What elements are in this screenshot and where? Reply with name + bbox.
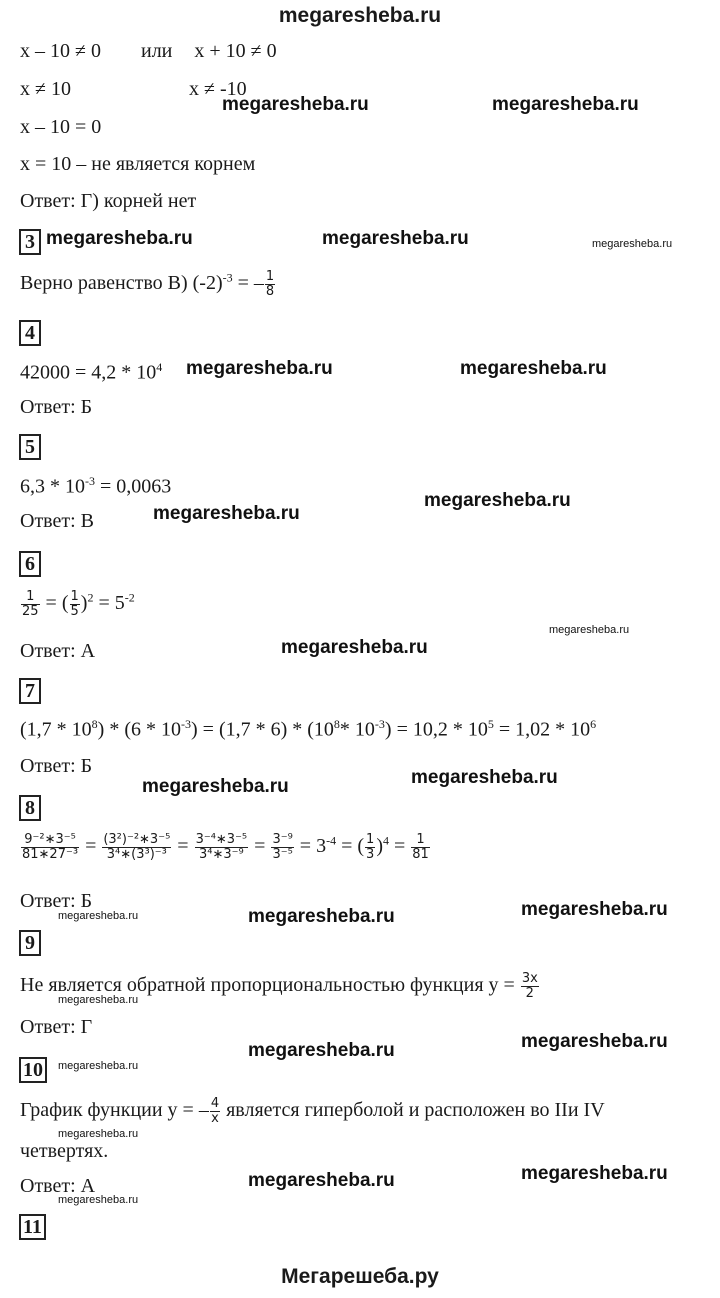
task9-text: Не является обратной пропорциональностью функция y = $\frac{3x}{2}$ [20, 971, 538, 1001]
task9-answer: Ответ: Г [20, 1016, 93, 1038]
task6-text: $\frac{1}{25}$ = ( $\frac{1}{5}$ )$^2 = 5^{-2}$ [22, 589, 135, 619]
task6-answer: Ответ: А [20, 640, 96, 662]
watermark-small: megaresheba.ru [58, 1128, 139, 1140]
watermark: megaresheba.ru [248, 1040, 395, 1061]
task2-answer: Ответ: Г) корней нет [20, 190, 197, 212]
watermark: megaresheba.ru [322, 228, 469, 249]
watermark-small: megaresheba.ru [58, 1194, 139, 1206]
task2-line-3: x – 10 = 0 [20, 116, 102, 138]
footer-site: Мегарешеба.ру [281, 1265, 439, 1288]
task8-answer: Ответ: Б [20, 890, 93, 912]
watermark: megaresheba.ru [153, 503, 300, 524]
task4-text: $42000 = 4,2 * 10^4$ [20, 360, 163, 384]
site-title: megaresheba.ru [278, 4, 442, 27]
watermark: megaresheba.ru [222, 94, 369, 115]
task5-text: $6,3 * 10^{-3} = 0,0063$ [20, 474, 172, 498]
task-number-5: 5 [19, 434, 41, 460]
watermark-small: megaresheba.ru [549, 624, 630, 636]
task-number-4: 4 [19, 320, 41, 346]
task-number-6: 6 [19, 551, 41, 577]
watermark-small: megaresheba.ru [58, 910, 139, 922]
watermark: megaresheba.ru [460, 358, 607, 379]
task-number-11: 11 [19, 1214, 46, 1240]
watermark: megaresheba.ru [411, 767, 558, 788]
watermark: megaresheba.ru [521, 1031, 668, 1052]
watermark: megaresheba.ru [46, 228, 193, 249]
task-number-7: 7 [19, 678, 41, 704]
task8-text: $\frac{\text{9⁻²∗3⁻⁵}}{\text{81∗27⁻³}}$ = $\frac{\text{(3²)⁻²∗3⁻⁵}}{\text{3⁴∗(3³)⁻³}}$ = $\frac{\text{3⁻⁴∗3⁻⁵}}{\text{3⁴∗3⁻⁹}}$ = $\frac{\text{3⁻⁹}}{\text{3⁻⁵}}$ = $3^{-4}$ = ( $\frac{1}{3}$ )$^4$ = $\frac{1}{81}$ [22, 832, 429, 862]
watermark-small: megaresheba.ru [58, 1060, 139, 1072]
task4-answer: Ответ: Б [20, 396, 93, 418]
task7-text: $(1,7 * 10^8) * (6 * 10^{-3}) = (1,7 * 6) * (10^8*$ $10^{-3}) = 10,2 * 10^5 = 1,02 * 10^6$ [20, 717, 597, 741]
task-number-10: 10 [19, 1057, 47, 1083]
task7-answer: Ответ: Б [20, 755, 93, 777]
task-number-8: 8 [19, 795, 41, 821]
watermark: megaresheba.ru [281, 637, 428, 658]
watermark: megaresheba.ru [186, 358, 333, 379]
watermark: megaresheba.ru [248, 1170, 395, 1191]
watermark: megaresheba.ru [492, 94, 639, 115]
task2-line-4: x = 10 – не является корнем [20, 153, 256, 175]
task10-text-2: четвертях. [20, 1140, 109, 1162]
task10-answer: Ответ: А [20, 1175, 96, 1197]
task2-line-2: x ≠ 10 x ≠ -10 [20, 78, 247, 100]
task-number-3: 3 [19, 229, 41, 255]
watermark: megaresheba.ru [142, 776, 289, 797]
watermark: megaresheba.ru [521, 899, 668, 920]
watermark: megaresheba.ru [248, 906, 395, 927]
task2-line-1: x – 10 ≠ 0 или x + 10 ≠ 0 [20, 40, 277, 62]
watermark: megaresheba.ru [521, 1163, 668, 1184]
task3-text: Верно равенство В) $(-2)^{-3}$ = – $\frac{1}{8}$ [20, 269, 275, 299]
watermark-small: megaresheba.ru [58, 994, 139, 1006]
task-number-9: 9 [19, 930, 41, 956]
task5-answer: Ответ: В [20, 510, 95, 532]
watermark: megaresheba.ru [424, 490, 571, 511]
task10-text-1: График функции y = – $\frac{4}{x}$ является гиперболой и расположен во IIи IV [20, 1096, 605, 1126]
watermark-small: megaresheba.ru [592, 238, 673, 250]
